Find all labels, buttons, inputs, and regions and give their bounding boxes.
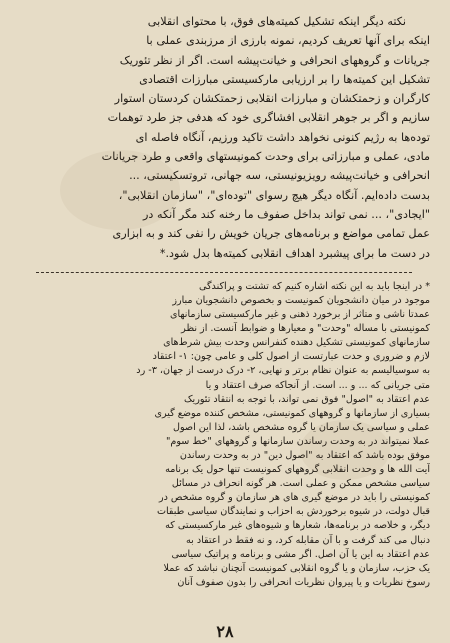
main-line: جریانات و گروههای انحرافی و خیانت‌پیشه است. اگر از نظر تئوریک xyxy=(119,53,430,67)
main-line: سازیم و اگر بر جوهر انقلابی افشاگری خود که هدفی جز طرد توهمات xyxy=(107,111,430,125)
footnote-line: عدم اعتقاد به "اصول" فوق نمی تواند، با توجه به انتقاد تئوریک xyxy=(183,393,430,405)
footnote-line: عمدتا ناشی و متاثر از برخورد ذهنی و غیر مارکسیستی سازمانهای xyxy=(169,309,430,321)
footnote-line: به سوسیالیسم به عنوان نظام برتر و نهایی، ۲- درک درست از جهان، ۳- رد xyxy=(136,365,430,377)
main-line: "ایجادی"، ... نمی تواند بداخل صفوف ما رخنه کند مگر آنکه در xyxy=(143,207,430,221)
footnote-line: * در اینجا باید به این نکته اشاره کنیم که تشتت و پراکندگی xyxy=(198,280,430,292)
main-line: در دست ما برای پیشبرد اهداف انقلابی کمیته‌ها بدل شود.* xyxy=(159,246,430,260)
footnote-line: سازمانهای کمونیستی تشکیل دهنده کنفرانس وحدت بیش شرط‌های xyxy=(163,337,430,349)
footnote-line: کمونیستی را باید در موضع گیری های هر سازمان و گروه مشخص در xyxy=(158,492,430,504)
footnote-line: یک حزب، سازمان و یا گروه انقلابی کمونیست آنچنان نباشد که عملا xyxy=(163,562,430,574)
footnote-line: رسوخ نظریات و یا پیروان نظریات انحرافی را بدون صفوف آنان xyxy=(177,576,430,588)
main-line: مادی، عملی و مبارزاتی برای وحدت کمونیستهای واقعی و طرد جریانات xyxy=(101,150,430,164)
footnote-line: دنبال می کند گرفت و با آن مقابله کرد، و نه فقط در اعتقاد به xyxy=(185,534,430,546)
main-line: توده‌ها به رژیم کنونی نخواهد داشت تاکید ورزیم، آنگاه فاصله ای xyxy=(135,130,430,144)
footnote-line: قبال دولت، در شیوه برخوردش به احزاب و نمایندگان سیاسی طبقات xyxy=(156,506,430,518)
footnote-line: بسیاری از سازمانها و گروههای کمونیستی، مشخص کننده موضع گیری xyxy=(154,407,430,419)
footnote-divider xyxy=(36,272,412,273)
footnote-line: آیت الله ها و وحدت انقلابی گروههای کمونیست تنها حول یک برنامه xyxy=(165,464,430,476)
footnote-line: موجود در میان دانشجویان کمونیست و بخصوص دانشجویان مبارز xyxy=(172,294,430,306)
main-line: اینکه برای آنها تعریف کردیم، نمونه بارزی از مرزبندی عملی با xyxy=(146,34,430,48)
main-line: نکته دیگر اینکه تشکیل کمیته‌های فوق، با محتوای انقلابی xyxy=(147,15,406,28)
footnote-line: عملی و سیاسی یک سازمان یا گروه مشخص باشد، لذا این اصول xyxy=(173,421,430,433)
footnote-line: عدم اعتقاد به این یا آن اصل. اگر مشی و برنامه و پراتیک سیاسی xyxy=(171,548,430,560)
footnote-line: لازم و ضروری و حدت عبارتست از اصول کلی و عامی چون: ۱- اعتقاد xyxy=(152,351,430,363)
main-line: تشکیل این کمیته‌ها را بر ارزیابی مارکسیستی مبارزات اقتصادی xyxy=(139,72,430,86)
footnote-line: موفق بوده باشد که اعتقاد به "اصول دین" در به وحدت رساندن xyxy=(179,449,430,461)
main-line: انحرافی و خیانت‌پیشه رویزیونیستی، سه جهانی، تروتسکیستی، ... xyxy=(129,169,430,183)
main-line: بدست داده‌ایم. آنگاه دیگر هیچ رسوای "توده‌ای"، "سازمان انقلابی"، xyxy=(118,188,430,202)
footnote-line: سیاسی مشخص ممکن و عملی است. هر گونه انحراف در مسائل xyxy=(171,478,430,490)
main-text xyxy=(18,12,430,263)
footnote-line: متی جریانی که ... و ... است. از آنجاکه صرف اعتقاد و یا xyxy=(205,379,430,391)
footnote-line: کمونیستی با مساله "وحدت" و معیارها و ضوابط آنست. از نظر xyxy=(181,323,430,335)
main-line: کارگران و زحمتکشان و مبارزات انقلابی زحمتکشان کردستان استوار xyxy=(114,92,430,106)
footnote-line: دیگر، و خلاصه در برنامه‌ها، شعارها و شیوه‌های غیر مارکسیستی که xyxy=(165,520,430,532)
page-number: ۲۸ xyxy=(216,622,234,641)
footnote-line: عملا نمیتواند در به وحدت رساندن سازمانها و گروههای "خط سوم" xyxy=(165,435,430,447)
main-line: عمل تمامی مواضع و برنامه‌های جریان خویش را نفی کند و به ابزاری xyxy=(112,227,430,241)
footnote xyxy=(18,280,430,590)
